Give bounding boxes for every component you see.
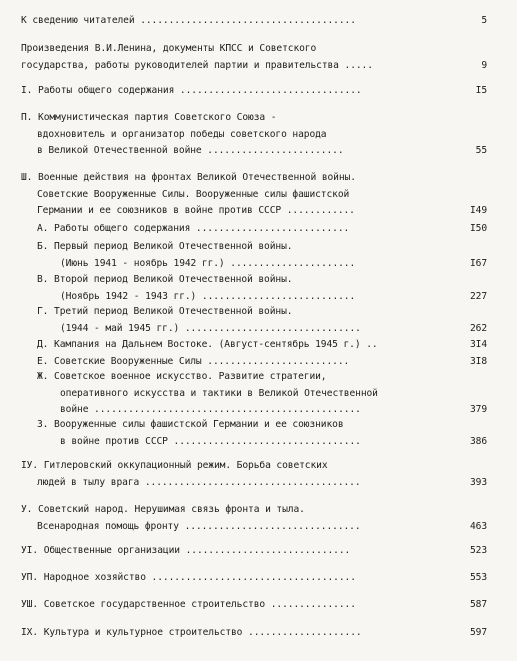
toc-entry-line	[0, 111, 517, 125]
toc-entry-line	[0, 144, 517, 158]
toc-entry-line	[0, 42, 517, 56]
toc-entry-text: П. Коммунистическая партия Советского Союза -	[21, 112, 277, 123]
toc-page-number: 379	[469, 404, 487, 415]
toc-entry-text: Ж. Советское военное искусство. Развитие стратегии,	[37, 371, 327, 382]
toc-entry-text: УI. Общественные организации .............................	[21, 545, 351, 556]
toc-entry-text: (Ноябрь 1942 - 1943 гг.) ...........................	[60, 290, 356, 302]
toc-page-number: 262	[469, 322, 487, 334]
toc-entry-text: в Великой Отечественной войне ........................	[37, 145, 344, 156]
toc-entry-text: оперативного искусства и тактики в Великой Отечественной	[60, 387, 378, 399]
toc-entry-line	[0, 338, 517, 352]
toc-entry-text: государства, работы руководителей партии и правительства .....	[21, 59, 373, 71]
toc-entry-line	[0, 598, 517, 612]
toc-entry-text: в войне против СССР .................................	[60, 435, 361, 447]
toc-entry-line	[0, 520, 517, 534]
toc-entry-text: людей в тылу врага ......................................	[37, 476, 361, 488]
toc-entry-text: войне ...............................................	[60, 404, 361, 415]
toc-page-number: 3I8	[469, 356, 487, 367]
toc-entry-line	[0, 222, 517, 236]
toc-entry-line	[0, 290, 517, 304]
toc-entry-text: Произведения В.И.Ленина, документы КПСС и Советского	[21, 43, 317, 54]
toc-entry-text: Б. Первый период Великой Отечественной войны.	[37, 241, 293, 252]
toc-entry-line	[0, 240, 517, 254]
toc-entry-line	[0, 418, 517, 432]
toc-entry-text: К сведению читателей ......................................	[21, 15, 356, 26]
toc-entry-text: (Июнь 1941 - ноябрь 1942 гг.) ......................	[60, 257, 356, 269]
toc-page-number: I5	[475, 85, 487, 96]
toc-entry-line	[0, 171, 517, 185]
toc-entry-line	[0, 322, 517, 336]
toc-entry-line	[0, 370, 517, 384]
toc-entry-text: Советские Вооруженные Силы. Вооруженные силы фашистской	[37, 188, 350, 200]
toc-entry-line	[0, 204, 517, 218]
toc-page-number: 587	[469, 599, 487, 610]
toc-entry-text: Ш. Военные действия на фронтах Великой Отечественной войны.	[21, 172, 356, 183]
toc-entry-text: I. Работы общего содержания ................................	[21, 85, 362, 96]
toc-page-number: I50	[469, 223, 487, 234]
toc-entry-line	[0, 257, 517, 271]
toc-entry-text: УП. Народное хозяйство ....................................	[21, 572, 356, 583]
toc-entry-text: А. Работы общего содержания ...........................	[37, 223, 350, 234]
toc-page-number: 9	[481, 59, 487, 71]
toc-page-number: I49	[469, 205, 487, 216]
toc-entry-line	[0, 59, 517, 73]
toc-entry-text: Г. Третий период Великой Отечественной войны.	[37, 306, 293, 317]
toc-entry-text: Всенародная помощь фронту ...............................	[37, 520, 361, 532]
toc-entry-line	[0, 355, 517, 369]
toc-entry-line	[0, 387, 517, 401]
toc-entry-text: З. Вооруженные силы фашистской Германии и ее союзников	[37, 419, 344, 430]
toc-entry-line	[0, 188, 517, 202]
toc-entry-text: IУ. Гитлеровский оккупационный режим. Борьба советских	[21, 460, 328, 471]
toc-entry-line	[0, 626, 517, 640]
toc-page-number: 5	[481, 15, 487, 26]
toc-entry-text: Д. Кампания на Дальнем Востоке. (Август-сентябрь 1945 г.) ..	[37, 339, 378, 350]
toc-entry-text: В. Второй период Великой Отечественной войны.	[37, 274, 293, 285]
toc-entry-line	[0, 435, 517, 449]
toc-page-number: 227	[469, 290, 487, 302]
toc-entry-text: УШ. Советское государственное строительство ...............	[21, 599, 356, 610]
toc-page-number: 386	[469, 435, 487, 447]
toc-entry-text: вдохновитель и организатор победы советского народа	[37, 128, 327, 140]
toc-entry-line	[0, 14, 517, 28]
toc-entry-line	[0, 503, 517, 517]
toc-entry-text: IX. Культура и культурное строительство ....................	[21, 627, 362, 638]
toc-entry-text: У. Советский народ. Нерушимая связь фронта и тыла.	[21, 504, 305, 515]
toc-page-number: 523	[469, 545, 487, 556]
toc-page-number: 553	[469, 572, 487, 583]
toc-entry-line	[0, 571, 517, 585]
toc-entry-line	[0, 128, 517, 142]
toc-page-number: 463	[469, 520, 487, 532]
toc-entry-line	[0, 459, 517, 473]
toc-page-number: I67	[469, 257, 487, 269]
toc-page-number: 55	[475, 145, 487, 156]
toc-entry-line	[0, 273, 517, 287]
toc-page-number: 3I4	[469, 339, 487, 350]
toc-entry-line	[0, 305, 517, 319]
toc-entry-line	[0, 476, 517, 490]
toc-entry-text: (1944 - май 1945 гг.) ...............................	[60, 322, 361, 334]
toc-entry-text: Германии и ее союзников в войне против СССР ............	[37, 205, 355, 216]
toc-page-number: 597	[469, 627, 487, 638]
toc-page-number: 393	[469, 476, 487, 488]
toc-entry-line	[0, 403, 517, 417]
toc-entry-line	[0, 84, 517, 98]
toc-entry-text: Е. Советские Вооруженные Силы .........................	[37, 356, 350, 367]
toc-entry-line	[0, 544, 517, 558]
